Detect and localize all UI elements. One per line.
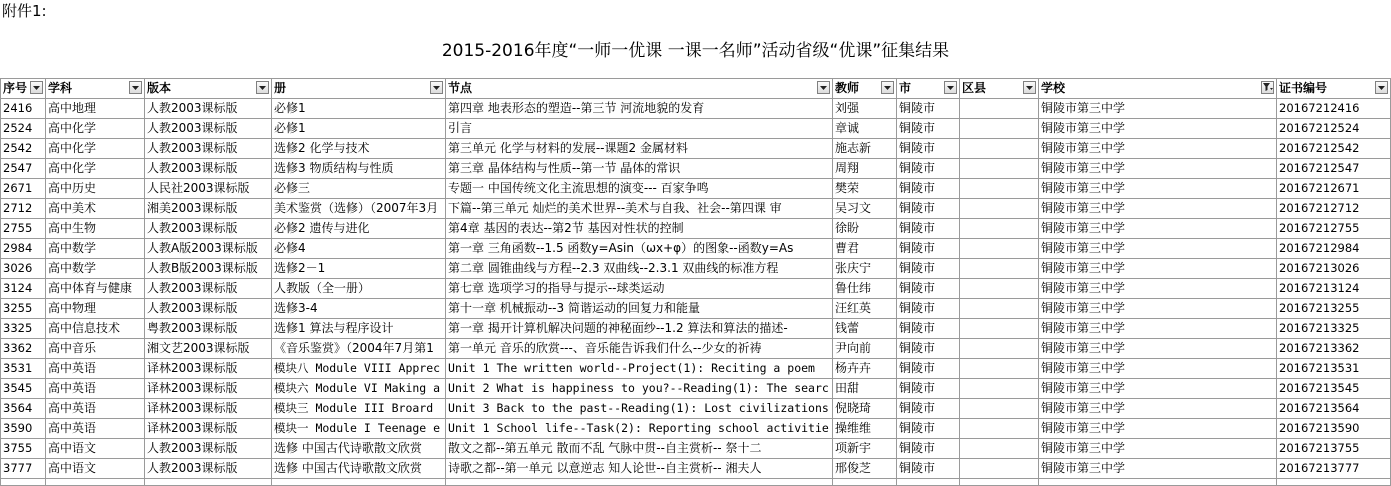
cell-edition[interactable]: 译林2003课标版: [145, 399, 272, 419]
table-row: [1, 199, 1391, 219]
cell-city[interactable]: 铜陵市: [897, 359, 960, 379]
header-district-label: 区县: [962, 81, 987, 95]
cell-volume[interactable]: 选修1 算法与程序设计: [272, 319, 446, 339]
cell-subject[interactable]: 高中体育与健康: [46, 279, 145, 299]
cell-subject[interactable]: 高中音乐: [46, 339, 145, 359]
cell-volume[interactable]: 模块六 Module VI Making a: [272, 379, 446, 399]
cell-cert[interactable]: 20167212524: [1277, 119, 1390, 139]
cell-district[interactable]: [960, 299, 1039, 319]
cell-section[interactable]: 第三单元 化学与材料的发展--课题2 金属材料: [446, 139, 833, 159]
table-body: [1, 99, 1391, 486]
table-row: [1, 419, 1391, 439]
header-subject-label: 学科: [48, 81, 73, 95]
cell-teacher[interactable]: 鲁仕纬: [833, 279, 897, 299]
cell-cert[interactable]: 20167213255: [1277, 299, 1390, 319]
cell-edition[interactable]: 译林2003课标版: [145, 419, 272, 439]
cell-edition[interactable]: 粤教2003课标版: [145, 319, 272, 339]
cell-district[interactable]: [960, 99, 1039, 119]
cell-cert[interactable]: 20167212671: [1277, 179, 1390, 199]
cell-subject[interactable]: 高中化学: [46, 139, 145, 159]
empty-cell[interactable]: [897, 479, 960, 486]
table-row: [1, 119, 1391, 139]
cell-section[interactable]: 第七章 选项学习的指导与提示--球类运动: [446, 279, 833, 299]
cell-teacher[interactable]: 田甜: [833, 379, 897, 399]
cell-edition[interactable]: 湘文艺2003课标版: [145, 339, 272, 359]
dropdown-arrow-icon[interactable]: [129, 81, 142, 94]
cell-cert[interactable]: 20167213325: [1277, 319, 1390, 339]
table-row: [1, 179, 1391, 199]
cell-seq[interactable]: 2524: [1, 119, 46, 139]
cell-school[interactable]: 铜陵市第三中学: [1039, 419, 1277, 439]
cell-teacher[interactable]: 杨卉卉: [833, 359, 897, 379]
empty-cell[interactable]: [446, 479, 833, 486]
cell-city[interactable]: 铜陵市: [897, 219, 960, 239]
cell-volume[interactable]: 选修3-4: [272, 299, 446, 319]
cell-cert[interactable]: 20167213755: [1277, 439, 1390, 459]
header-seq-label: 序号: [3, 81, 28, 95]
cell-seq[interactable]: 2547: [1, 159, 46, 179]
cell-volume[interactable]: 必修4: [272, 239, 446, 259]
cell-section[interactable]: 散文之都--第五单元 散而不乱 气脉中贯--自主赏析-- 祭十二: [446, 439, 833, 459]
header-cert: [1277, 79, 1390, 99]
cell-edition[interactable]: 人教2003课标版: [145, 299, 272, 319]
cell-school[interactable]: 铜陵市第三中学: [1039, 179, 1277, 199]
cell-subject[interactable]: 高中英语: [46, 379, 145, 399]
cell-section[interactable]: 第4章 基因的表达--第2节 基因对性状的控制: [446, 219, 833, 239]
cell-subject[interactable]: 高中英语: [46, 399, 145, 419]
cell-school[interactable]: 铜陵市第三中学: [1039, 119, 1277, 139]
cell-section[interactable]: 引言: [446, 119, 833, 139]
header-teacher: [833, 79, 897, 99]
cell-district[interactable]: [960, 379, 1039, 399]
table-row: [1, 399, 1391, 419]
cell-subject[interactable]: 高中美术: [46, 199, 145, 219]
table-row-partial: [1, 479, 1391, 486]
cell-school[interactable]: 铜陵市第三中学: [1039, 279, 1277, 299]
cell-volume[interactable]: 模块一 Module I Teenage e: [272, 419, 446, 439]
cell-cert[interactable]: 20167212712: [1277, 199, 1390, 219]
cell-teacher[interactable]: 徐盼: [833, 219, 897, 239]
cell-city[interactable]: 铜陵市: [897, 399, 960, 419]
attachment-label: 附件1:: [2, 2, 47, 20]
cell-district[interactable]: [960, 179, 1039, 199]
empty-cell[interactable]: [272, 479, 446, 486]
header-teacher-label: 教师: [835, 81, 860, 95]
cell-teacher[interactable]: 张庆宁: [833, 259, 897, 279]
cell-seq[interactable]: 2712: [1, 199, 46, 219]
cell-volume[interactable]: 选修2－1: [272, 259, 446, 279]
cell-teacher[interactable]: 周翔: [833, 159, 897, 179]
cell-cert[interactable]: 20167212755: [1277, 219, 1390, 239]
header-school: [1039, 79, 1277, 99]
cell-city[interactable]: 铜陵市: [897, 139, 960, 159]
cell-district[interactable]: [960, 199, 1039, 219]
cell-seq[interactable]: 2671: [1, 179, 46, 199]
cell-city[interactable]: 铜陵市: [897, 259, 960, 279]
header-edition: [145, 79, 272, 99]
table-row: [1, 379, 1391, 399]
cell-edition[interactable]: 人教B版2003课标版: [145, 259, 272, 279]
cell-school[interactable]: 铜陵市第三中学: [1039, 339, 1277, 359]
cell-seq[interactable]: 3545: [1, 379, 46, 399]
cell-subject[interactable]: 高中数学: [46, 239, 145, 259]
dropdown-arrow-icon[interactable]: [817, 81, 830, 94]
cell-city[interactable]: 铜陵市: [897, 459, 960, 479]
cell-volume[interactable]: 人教版（全一册）: [272, 279, 446, 299]
cell-school[interactable]: 铜陵市第三中学: [1039, 359, 1277, 379]
filter-funnel-icon[interactable]: [1261, 81, 1274, 94]
cell-school[interactable]: 铜陵市第三中学: [1039, 399, 1277, 419]
dropdown-arrow-icon[interactable]: [430, 81, 443, 94]
cell-edition[interactable]: 人教2003课标版: [145, 439, 272, 459]
cell-edition[interactable]: 人民社2003课标版: [145, 179, 272, 199]
cell-teacher[interactable]: 尹向前: [833, 339, 897, 359]
empty-cell[interactable]: [1039, 479, 1277, 486]
cell-teacher[interactable]: 倪晓琦: [833, 399, 897, 419]
cell-district[interactable]: [960, 439, 1039, 459]
dropdown-arrow-icon[interactable]: [256, 81, 269, 94]
header-volume-label: 册: [274, 81, 287, 95]
cell-section[interactable]: 下篇--第三单元 灿烂的美术世界--美术与自我、社会--第四课 审: [446, 199, 833, 219]
cell-volume[interactable]: 选修 中国古代诗歌散文欣赏: [272, 439, 446, 459]
cell-subject[interactable]: 高中语文: [46, 459, 145, 479]
cell-school[interactable]: 铜陵市第三中学: [1039, 199, 1277, 219]
cell-volume[interactable]: 必修1: [272, 119, 446, 139]
cell-edition[interactable]: 湘美2003课标版: [145, 199, 272, 219]
cell-seq[interactable]: 3564: [1, 399, 46, 419]
cell-school[interactable]: 铜陵市第三中学: [1039, 239, 1277, 259]
cell-seq[interactable]: 2984: [1, 239, 46, 259]
cell-cert[interactable]: 20167213590: [1277, 419, 1390, 439]
cell-cert[interactable]: 20167213026: [1277, 259, 1390, 279]
cell-seq[interactable]: 2416: [1, 99, 46, 119]
cell-district[interactable]: [960, 219, 1039, 239]
cell-volume[interactable]: 选修 中国古代诗歌散文欣赏: [272, 459, 446, 479]
cell-district[interactable]: [960, 359, 1039, 379]
cell-edition[interactable]: 人教2003课标版: [145, 219, 272, 239]
cell-cert[interactable]: 20167213777: [1277, 459, 1390, 479]
header-cert-label: 证书编号: [1279, 81, 1328, 95]
cell-subject[interactable]: 高中语文: [46, 439, 145, 459]
cell-district[interactable]: [960, 279, 1039, 299]
cell-district[interactable]: [960, 339, 1039, 359]
cell-teacher[interactable]: 刘强: [833, 99, 897, 119]
cell-city[interactable]: 铜陵市: [897, 419, 960, 439]
header-city-label: 市: [899, 81, 912, 95]
cell-city[interactable]: 铜陵市: [897, 239, 960, 259]
cell-city[interactable]: 铜陵市: [897, 119, 960, 139]
cell-edition[interactable]: 人教2003课标版: [145, 139, 272, 159]
cell-section[interactable]: Unit 2 What is happiness to you?--Reading(1): The searc: [446, 379, 833, 399]
cell-cert[interactable]: 20167212542: [1277, 139, 1390, 159]
cell-cert[interactable]: 20167213362: [1277, 339, 1390, 359]
header-district: [960, 79, 1039, 99]
header-volume: [272, 79, 446, 99]
header-edition-label: 版本: [147, 81, 172, 95]
cell-city[interactable]: 铜陵市: [897, 279, 960, 299]
cell-section[interactable]: 第一单元 音乐的欣赏---、音乐能告诉我们什么--少女的祈祷: [446, 339, 833, 359]
cell-edition[interactable]: 译林2003课标版: [145, 379, 272, 399]
cell-section[interactable]: 第一章 揭开计算机解决问题的神秘面纱--1.2 算法和算法的描述-: [446, 319, 833, 339]
cell-district[interactable]: [960, 159, 1039, 179]
cell-edition[interactable]: 译林2003课标版: [145, 359, 272, 379]
cell-teacher[interactable]: 操维维: [833, 419, 897, 439]
cell-seq[interactable]: 3590: [1, 419, 46, 439]
cell-section[interactable]: Unit 1 School life--Task(2): Reporting school activitie: [446, 419, 833, 439]
cell-subject[interactable]: 高中历史: [46, 179, 145, 199]
cell-subject[interactable]: 高中物理: [46, 299, 145, 319]
cell-city[interactable]: 铜陵市: [897, 439, 960, 459]
cell-cert[interactable]: 20167213564: [1277, 399, 1390, 419]
cell-section[interactable]: Unit 1 The written world--Project(1): Reciting a poem: [446, 359, 833, 379]
cell-subject[interactable]: 高中地理: [46, 99, 145, 119]
cell-volume[interactable]: 必修三: [272, 179, 446, 199]
cell-school[interactable]: 铜陵市第三中学: [1039, 159, 1277, 179]
cell-school[interactable]: 铜陵市第三中学: [1039, 99, 1277, 119]
cell-teacher[interactable]: 施志新: [833, 139, 897, 159]
header-seq: [1, 79, 46, 99]
table-row: [1, 339, 1391, 359]
table-row: [1, 139, 1391, 159]
document-title: 2015-2016年度“一师一优课 一课一名师”活动省级“优课”征集结果: [441, 41, 950, 61]
cell-section[interactable]: 第一章 三角函数--1.5 函数y=Asin（ωx+φ）的图象--函数y=As: [446, 239, 833, 259]
cell-volume[interactable]: 选修2 化学与技术: [272, 139, 446, 159]
cell-seq[interactable]: 3362: [1, 339, 46, 359]
header-row: [1, 79, 1391, 99]
cell-volume[interactable]: 选修3 物质结构与性质: [272, 159, 446, 179]
empty-cell[interactable]: [960, 479, 1039, 486]
table-row: [1, 359, 1391, 379]
cell-teacher[interactable]: 曹君: [833, 239, 897, 259]
table-row: [1, 279, 1391, 299]
cell-subject[interactable]: 高中生物: [46, 219, 145, 239]
table-row: [1, 439, 1391, 459]
cell-subject[interactable]: 高中英语: [46, 359, 145, 379]
dropdown-arrow-icon[interactable]: [30, 81, 43, 94]
cell-school[interactable]: 铜陵市第三中学: [1039, 319, 1277, 339]
table-row: [1, 299, 1391, 319]
header-subject: [46, 79, 145, 99]
cell-section[interactable]: 诗歌之都--第一单元 以意逆志 知人论世--自主赏析-- 湘夫人: [446, 459, 833, 479]
cell-edition[interactable]: 人教2003课标版: [145, 459, 272, 479]
cell-city[interactable]: 铜陵市: [897, 339, 960, 359]
cell-volume[interactable]: 必修2 遗传与进化: [272, 219, 446, 239]
cell-subject[interactable]: 高中信息技术: [46, 319, 145, 339]
cell-seq[interactable]: 3026: [1, 259, 46, 279]
cell-volume[interactable]: 模块三 Module III Broard: [272, 399, 446, 419]
cell-seq[interactable]: 3755: [1, 439, 46, 459]
cell-volume[interactable]: 美术鉴赏（选修）（2007年3月: [272, 199, 446, 219]
cell-edition[interactable]: 人教2003课标版: [145, 279, 272, 299]
cell-section[interactable]: Unit 3 Back to the past--Reading(1): Lost civilizations: [446, 399, 833, 419]
results-table: [0, 78, 1391, 486]
cell-seq[interactable]: 3325: [1, 319, 46, 339]
cell-seq[interactable]: 3531: [1, 359, 46, 379]
table-row: [1, 239, 1391, 259]
cell-teacher[interactable]: 邢俊芝: [833, 459, 897, 479]
dropdown-arrow-icon[interactable]: [944, 81, 957, 94]
header-section-label: 节点: [448, 81, 473, 95]
cell-section[interactable]: 第三章 晶体结构与性质--第一节 晶体的常识: [446, 159, 833, 179]
cell-city[interactable]: 铜陵市: [897, 159, 960, 179]
cell-volume[interactable]: 《音乐鉴赏》（2004年7月第1: [272, 339, 446, 359]
table-row: [1, 319, 1391, 339]
cell-teacher[interactable]: 项新宇: [833, 439, 897, 459]
cell-volume[interactable]: 必修1: [272, 99, 446, 119]
table-row: [1, 219, 1391, 239]
cell-city[interactable]: 铜陵市: [897, 379, 960, 399]
cell-district[interactable]: [960, 119, 1039, 139]
table-row: [1, 159, 1391, 179]
cell-district[interactable]: [960, 239, 1039, 259]
header-city: [897, 79, 960, 99]
cell-district[interactable]: [960, 419, 1039, 439]
cell-cert[interactable]: 20167212547: [1277, 159, 1390, 179]
empty-cell[interactable]: [145, 479, 272, 486]
cell-school[interactable]: 铜陵市第三中学: [1039, 139, 1277, 159]
cell-teacher[interactable]: 钱蕾: [833, 319, 897, 339]
cell-section[interactable]: 第十一章 机械振动--3 简谐运动的回复力和能量: [446, 299, 833, 319]
cell-subject[interactable]: 高中英语: [46, 419, 145, 439]
cell-teacher[interactable]: 吴习文: [833, 199, 897, 219]
cell-subject[interactable]: 高中化学: [46, 159, 145, 179]
cell-district[interactable]: [960, 139, 1039, 159]
cell-school[interactable]: 铜陵市第三中学: [1039, 219, 1277, 239]
cell-edition[interactable]: 人教2003课标版: [145, 99, 272, 119]
cell-section[interactable]: 第四章 地表形态的塑造--第三节 河流地貌的发育: [446, 99, 833, 119]
table-row: [1, 99, 1391, 119]
cell-section[interactable]: 第二章 圆锥曲线与方程--2.3 双曲线--2.3.1 双曲线的标准方程: [446, 259, 833, 279]
dropdown-arrow-icon[interactable]: [1375, 81, 1388, 94]
cell-school[interactable]: 铜陵市第三中学: [1039, 259, 1277, 279]
cell-subject[interactable]: 高中化学: [46, 119, 145, 139]
header-school-label: 学校: [1041, 81, 1066, 95]
cell-edition[interactable]: 人教2003课标版: [145, 159, 272, 179]
cell-city[interactable]: 铜陵市: [897, 99, 960, 119]
cell-school[interactable]: 铜陵市第三中学: [1039, 459, 1277, 479]
dropdown-arrow-icon[interactable]: [1023, 81, 1036, 94]
cell-city[interactable]: 铜陵市: [897, 299, 960, 319]
cell-cert[interactable]: 20167213124: [1277, 279, 1390, 299]
cell-cert[interactable]: 20167212416: [1277, 99, 1390, 119]
cell-cert[interactable]: 20167213531: [1277, 359, 1390, 379]
table-row: [1, 259, 1391, 279]
cell-cert[interactable]: 20167212984: [1277, 239, 1390, 259]
cell-district[interactable]: [960, 319, 1039, 339]
dropdown-arrow-icon[interactable]: [881, 81, 894, 94]
empty-cell[interactable]: [46, 479, 145, 486]
cell-teacher[interactable]: 章诚: [833, 119, 897, 139]
cell-teacher[interactable]: 樊荣: [833, 179, 897, 199]
empty-cell[interactable]: [1277, 479, 1390, 486]
cell-city[interactable]: 铜陵市: [897, 179, 960, 199]
cell-district[interactable]: [960, 399, 1039, 419]
cell-section[interactable]: 专题一 中国传统文化主流思想的演变--- 百家争鸣: [446, 179, 833, 199]
empty-cell[interactable]: [833, 479, 897, 486]
table-row: [1, 459, 1391, 479]
header-section: [446, 79, 833, 99]
cell-school[interactable]: 铜陵市第三中学: [1039, 379, 1277, 399]
cell-school[interactable]: 铜陵市第三中学: [1039, 299, 1277, 319]
cell-subject[interactable]: 高中数学: [46, 259, 145, 279]
cell-district[interactable]: [960, 259, 1039, 279]
cell-seq[interactable]: 3124: [1, 279, 46, 299]
cell-city[interactable]: 铜陵市: [897, 199, 960, 219]
cell-cert[interactable]: 20167213545: [1277, 379, 1390, 399]
cell-school[interactable]: 铜陵市第三中学: [1039, 439, 1277, 459]
cell-edition[interactable]: 人教2003课标版: [145, 119, 272, 139]
cell-seq[interactable]: 3255: [1, 299, 46, 319]
cell-seq[interactable]: 2755: [1, 219, 46, 239]
cell-district[interactable]: [960, 459, 1039, 479]
cell-edition[interactable]: 人教A版2003课标版: [145, 239, 272, 259]
cell-city[interactable]: 铜陵市: [897, 319, 960, 339]
cell-seq[interactable]: 2542: [1, 139, 46, 159]
cell-teacher[interactable]: 汪红英: [833, 299, 897, 319]
empty-cell[interactable]: [1, 479, 46, 486]
cell-volume[interactable]: 模块八 Module VIII Apprec: [272, 359, 446, 379]
cell-seq[interactable]: 3777: [1, 459, 46, 479]
